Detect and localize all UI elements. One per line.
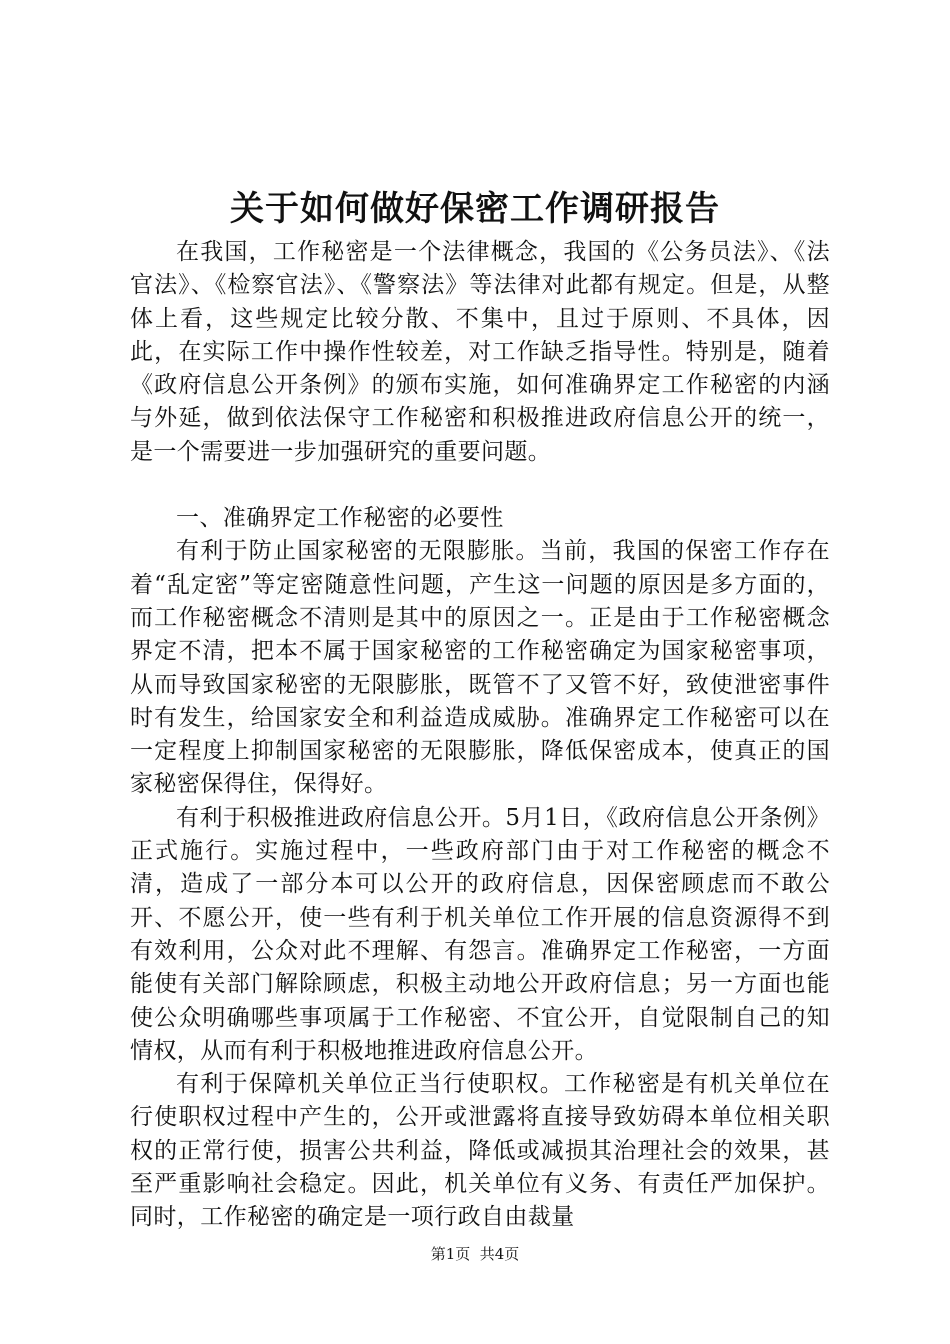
intro-paragraph: 在我国，工作秘密是一个法律概念，我国的《公务员法》、《法官法》、《检察官法》、《警察法》等法律对此都有规定。但是，从整体上看，这些规定比较分散、不集中，且过于原则、不具体，因此，在实际工作中操作性较差，对工作缺乏指导性。特别是，随着《政府信息公开条例》的颁布实施，如何准确界定工作秘密的内涵与外延，做到依法保守工作秘密和积极推进政府信息公开的统一，是一个需要进一步加强研究的重要问题。 xyxy=(130,239,830,465)
page-number-label: 第1页 共4页 xyxy=(430,1245,520,1263)
body-paragraph: 有利于保障机关单位正当行使职权。工作秘密是有机关单位在行使职权过程中产生的，公开或泄露将直接导致妨碍本单位相关职权的正常行使，损害公共利益，降低或减损其治理社会的效果，甚至严重影响社会稳定。因此，机关单位有义务、有责任严加保护。同时，工作秘密的确定是一项行政自由裁量 xyxy=(130,1071,830,1231)
body-paragraph: 有利于积极推进政府信息公开。5月1日，《政府信息公开条例》正式施行。实施过程中，一些政府部门由于对工作秘密的概念不清，造成了一部分本可以公开的政府信息，因保密顾虑而不敢公开、不愿公开，使一些有利于机关单位工作开展的信息资源得不到有效利用，公众对此不理解、有怨言。准确界定工作秘密，一方面能使有关部门解除顾虑，积极主动地公开政府信息；另一方面也能使公众明确哪些事项属于工作秘密、不宜公开，自觉限制自己的知情权，从而有利于积极地推进政府信息公开。 xyxy=(130,804,830,1064)
section-heading: 一、准确界定工作秘密的必要性 xyxy=(176,505,504,532)
page-footer xyxy=(0,1244,950,1264)
document-title: 关于如何做好保密工作调研报告 xyxy=(230,189,720,229)
document-body xyxy=(130,236,830,1235)
body-paragraph: 有利于防止国家秘密的无限膨胀。当前，我国的保密工作存在着“乱定密”等定密随意性问题，产生这一问题的原因是多方面的，而工作秘密概念不清则是其中的原因之一。正是由于工作秘密概念界定不清，把本不属于国家秘密的工作秘密确定为国家秘密事项，从而导致国家秘密的无限膨胀，既管不了又管不好，致使泄密事件时有发生，给国家安全和利益造成威胁。准确界定工作秘密可以在一定程度上抑制国家秘密的无限膨胀，降低保密成本，使真正的国家秘密保得住，保得好。 xyxy=(130,538,830,798)
